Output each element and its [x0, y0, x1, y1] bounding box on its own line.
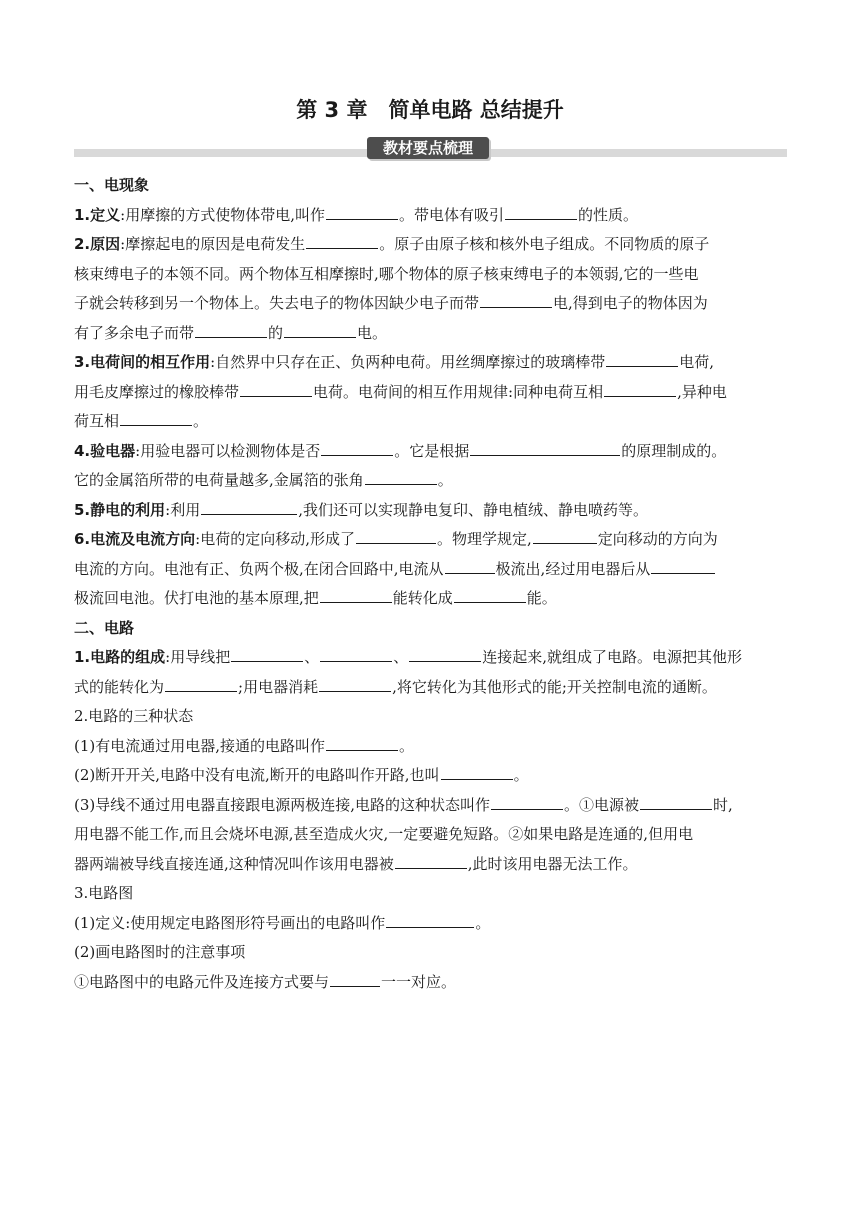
- text-span: 电,得到电子的物体因为: [553, 294, 708, 312]
- fill-blank[interactable]: [306, 231, 378, 249]
- fill-blank[interactable]: [195, 320, 267, 338]
- text-span: (2)断开开关,电路中没有电流,断开的电路叫作开路,也叫: [74, 766, 440, 784]
- text-span: 能转化成: [392, 589, 453, 607]
- text-span: 用毛皮摩擦过的橡胶棒带: [74, 382, 240, 401]
- text-span: 。原子由原子核和核外电子组成。不同物质的原子: [379, 235, 710, 253]
- fill-blank[interactable]: [505, 202, 577, 220]
- text-span: 的性质。: [577, 205, 638, 224]
- text-span: ,此时该用电器无法工作。: [467, 854, 638, 873]
- fill-blank[interactable]: [231, 644, 303, 662]
- text-span: 极流出,经过用电器后从: [495, 559, 651, 578]
- fill-blank[interactable]: [321, 438, 393, 456]
- text-span: 。: [437, 471, 453, 489]
- text-span: 能。: [526, 589, 557, 607]
- text-span: 定向移动的方向为: [597, 530, 718, 548]
- text-span: :用摩擦的方式使物体带电,叫作: [120, 205, 325, 224]
- term-label: 5.静电的利用: [74, 500, 166, 519]
- section-tag: 教材要点梳理: [367, 137, 489, 159]
- fill-blank[interactable]: [606, 349, 678, 367]
- term-label: 3.电荷间的相互作用: [74, 353, 211, 371]
- fill-blank[interactable]: [533, 526, 597, 544]
- text-span: :用验电器可以检测物体是否: [135, 441, 321, 460]
- text-line: 3.电路图: [74, 884, 134, 902]
- fill-blank[interactable]: [480, 290, 552, 308]
- text-line: [74, 319, 788, 349]
- heading-electric-phenomena: 一、电现象: [74, 176, 150, 194]
- term-label: 2.原因: [74, 235, 121, 253]
- text-span: 。: [193, 412, 209, 430]
- text-span: :用导线把: [165, 648, 231, 666]
- fill-blank[interactable]: [454, 585, 526, 603]
- text-span: :电荷的定向移动,形成了: [195, 530, 355, 548]
- fill-blank[interactable]: [445, 556, 495, 574]
- fill-blank[interactable]: [326, 733, 398, 751]
- text-line: [74, 201, 788, 231]
- text-line: [74, 791, 788, 821]
- fill-blank[interactable]: [319, 674, 391, 692]
- text-span: 式的能转化为: [74, 677, 165, 696]
- text-span: ,我们还可以实现静电复印、静电植绒、静电喷药等。: [298, 500, 648, 519]
- text-span: ,将它转化为其他形式的能;开关控制电流的通断。: [392, 677, 717, 696]
- text-span: 。它是根据: [394, 441, 470, 460]
- text-line: (2)画电路图时的注意事项: [74, 943, 246, 961]
- text-line: [74, 761, 788, 791]
- text-line: 用电器不能工作,而且会烧坏电源,甚至造成火灾,一定要避免短路。②如果电路是连通的,但用电: [74, 825, 694, 843]
- text-line: [74, 525, 788, 555]
- text-span: ,异种电: [677, 382, 727, 401]
- text-span: 连接起来,就组成了电路。电源把其他形: [482, 648, 743, 666]
- text-span: ;用电器消耗: [238, 677, 319, 696]
- text-line: [74, 496, 788, 526]
- text-span: 极流回电池。伏打电池的基本原理,把: [74, 589, 319, 607]
- fill-blank[interactable]: [491, 792, 563, 810]
- text-line: [74, 673, 788, 703]
- text-span: 、: [393, 648, 409, 666]
- fill-blank[interactable]: [365, 467, 437, 485]
- text-span: 。带电体有吸引: [398, 205, 504, 224]
- text-span: (3)导线不通过用电器直接跟电源两极连接,电路的这种状态叫作: [74, 795, 491, 814]
- text-span: 。: [399, 736, 415, 755]
- text-span: ①电路图中的电路元件及连接方式要与: [74, 972, 330, 991]
- text-line: [74, 909, 788, 939]
- fill-blank[interactable]: [386, 910, 474, 928]
- heading-circuit: 二、电路: [74, 618, 135, 637]
- text-span: 荷互相: [74, 412, 120, 430]
- fill-blank[interactable]: [240, 379, 312, 397]
- text-span: 时,: [713, 795, 733, 814]
- fill-blank[interactable]: [470, 438, 620, 456]
- text-span: 。: [513, 766, 529, 784]
- fill-blank[interactable]: [640, 792, 712, 810]
- text-span: 。: [475, 913, 491, 932]
- text-span: 。物理学规定,: [436, 530, 532, 548]
- fill-blank[interactable]: [409, 644, 481, 662]
- text-span: 电荷,: [679, 353, 714, 371]
- fill-blank[interactable]: [320, 644, 392, 662]
- text-line: [74, 230, 788, 260]
- text-line: [74, 378, 788, 408]
- text-line: [74, 850, 788, 880]
- fill-blank[interactable]: [395, 851, 467, 869]
- text-line: 2.电路的三种状态: [74, 707, 194, 725]
- text-line: [74, 643, 788, 673]
- page-title: 第 3 章 简单电路 总结提升: [296, 98, 564, 122]
- text-span: 它的金属箔所带的电荷量越多,金属箔的张角: [74, 471, 364, 489]
- text-line: [74, 555, 788, 585]
- text-span: (1)有电流通过用电器,接通的电路叫作: [74, 736, 326, 755]
- text-span: 器两端被导线直接连通,这种情况叫作该用电器被: [74, 854, 394, 873]
- text-span: (1)定义:使用规定电路图形符号画出的电路叫作: [74, 913, 386, 932]
- fill-blank[interactable]: [356, 526, 436, 544]
- text-span: 电流的方向。电池有正、负两个极,在闭合回路中,电流从: [74, 559, 444, 578]
- text-span: :利用: [165, 500, 201, 519]
- term-label: 4.验电器: [74, 441, 136, 460]
- term-label: 1.定义: [74, 205, 121, 224]
- fill-blank[interactable]: [330, 969, 380, 987]
- text-line: [74, 437, 788, 467]
- fill-blank[interactable]: [320, 585, 392, 603]
- fill-blank[interactable]: [120, 408, 192, 426]
- text-line: [74, 289, 788, 319]
- text-line: [74, 968, 788, 998]
- content-body: [74, 171, 788, 997]
- text-span: 的原理制成的。: [621, 441, 727, 460]
- text-span: 一一对应。: [381, 972, 457, 991]
- text-line: [74, 407, 788, 437]
- fill-blank[interactable]: [326, 202, 398, 220]
- text-span: :自然界中只存在正、负两种电荷。用丝绸摩擦过的玻璃棒带: [210, 353, 606, 371]
- term-label: 1.电路的组成: [74, 648, 166, 666]
- text-span: 子就会转移到另一个物体上。失去电子的物体因缺少电子而带: [74, 294, 480, 312]
- text-line: [74, 348, 788, 378]
- text-span: 。①电源被: [564, 795, 640, 814]
- text-span: :摩擦起电的原因是电荷发生: [120, 235, 306, 253]
- text-span: 有了多余电子而带: [74, 323, 195, 342]
- text-line: 核束缚电子的本领不同。两个物体互相摩擦时,哪个物体的原子核束缚电子的本领弱,它的一些电: [74, 264, 699, 283]
- text-line: [74, 466, 788, 496]
- fill-blank[interactable]: [604, 379, 676, 397]
- fill-blank[interactable]: [284, 320, 356, 338]
- fill-blank[interactable]: [441, 762, 513, 780]
- text-span: 电荷。电荷间的相互作用规律:同种电荷互相: [313, 382, 604, 401]
- text-line: [74, 732, 788, 762]
- fill-blank[interactable]: [651, 556, 715, 574]
- fill-blank[interactable]: [165, 674, 237, 692]
- text-span: 电。: [357, 323, 388, 342]
- fill-blank[interactable]: [201, 497, 297, 515]
- term-label: 6.电流及电流方向: [74, 530, 196, 548]
- text-span: 、: [304, 648, 320, 666]
- text-span: 的: [268, 323, 284, 342]
- text-line: [74, 584, 788, 614]
